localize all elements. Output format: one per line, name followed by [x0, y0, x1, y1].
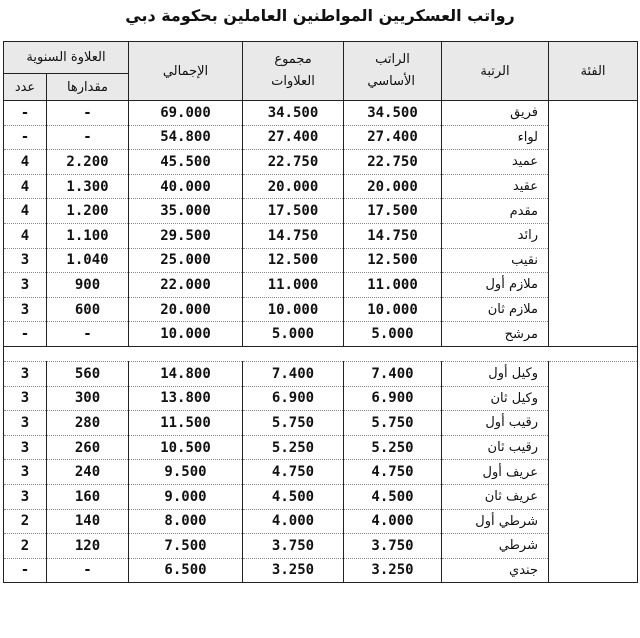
allowances-cell: 5.750	[243, 411, 344, 436]
table-row	[4, 125, 638, 150]
allowances-cell: 22.750	[243, 150, 344, 175]
section-divider	[4, 346, 638, 361]
raise-count-cell: 3	[4, 361, 47, 386]
allowances-cell: 11.000	[243, 273, 344, 298]
total-cell: 40.000	[129, 174, 243, 199]
raise-count-cell: 3	[4, 435, 47, 460]
basic-salary-header: الراتب الأساسي	[344, 42, 442, 101]
basic-salary-cell: 5.000	[344, 322, 442, 347]
raise-count-cell: 4	[4, 150, 47, 175]
raise-amount-cell: 300	[47, 386, 129, 411]
rank-cell: رقيب أول	[442, 411, 549, 436]
raise-count-cell: 2	[4, 534, 47, 559]
rank-cell: نقيب	[442, 248, 549, 273]
total-cell: 6.500	[129, 558, 243, 583]
table-row	[4, 248, 638, 273]
total-cell: 35.000	[129, 199, 243, 224]
raise-count-cell: 3	[4, 411, 47, 436]
rank-cell: وكيل ثان	[442, 386, 549, 411]
rank-cell: عريف ثان	[442, 484, 549, 509]
raise-amount-cell: 1.200	[47, 199, 129, 224]
total-cell: 8.000	[129, 509, 243, 534]
basic-salary-cell: 4.000	[344, 509, 442, 534]
total-cell: 45.500	[129, 150, 243, 175]
table-row	[4, 484, 638, 509]
raise-count-header: عدد	[4, 74, 47, 101]
raise-amount-cell: 1.300	[47, 174, 129, 199]
table-row	[4, 322, 638, 347]
table-row	[4, 223, 638, 248]
raise-amount-cell: 1.040	[47, 248, 129, 273]
rank-cell: جندي	[442, 558, 549, 583]
raise-amount-header: مقدارها	[47, 74, 129, 101]
raise-count-cell: 3	[4, 460, 47, 485]
category-cell	[549, 101, 638, 347]
table-row	[4, 297, 638, 322]
table-row	[4, 558, 638, 583]
total-cell: 14.800	[129, 361, 243, 386]
basic-salary-cell: 22.750	[344, 150, 442, 175]
raise-amount-cell: 120	[47, 534, 129, 559]
total-cell: 9.000	[129, 484, 243, 509]
raise-amount-cell: 1.100	[47, 223, 129, 248]
raise-count-cell: 3	[4, 297, 47, 322]
page-title: رواتب العسكريين المواطنين العاملين بحكومة دبي	[125, 6, 515, 25]
basic-salary-cell: 14.750	[344, 223, 442, 248]
raise-amount-cell: -	[47, 558, 129, 583]
allowances-cell: 5.250	[243, 435, 344, 460]
table-row	[4, 101, 638, 126]
officers-section	[4, 101, 638, 347]
basic-salary-cell: 6.900	[344, 386, 442, 411]
raise-count-cell: -	[4, 101, 47, 126]
basic-salary-cell: 17.500	[344, 199, 442, 224]
basic-salary-cell: 4.500	[344, 484, 442, 509]
allowances-cell: 7.400	[243, 361, 344, 386]
allowances-cell: 14.750	[243, 223, 344, 248]
allowances-cell: 17.500	[243, 199, 344, 224]
raise-amount-cell: 600	[47, 297, 129, 322]
allowances-cell: 27.400	[243, 125, 344, 150]
raise-amount-cell: 140	[47, 509, 129, 534]
rank-cell: ملازم أول	[442, 273, 549, 298]
raise-count-cell: 4	[4, 174, 47, 199]
total-cell: 54.800	[129, 125, 243, 150]
raise-count-cell: 4	[4, 199, 47, 224]
raise-amount-cell: 240	[47, 460, 129, 485]
rank-cell: عميد	[442, 150, 549, 175]
basic-salary-cell: 5.250	[344, 435, 442, 460]
basic-salary-cell: 11.000	[344, 273, 442, 298]
table-row	[4, 411, 638, 436]
rank-cell: عقيد	[442, 174, 549, 199]
total-cell: 69.000	[129, 101, 243, 126]
raise-count-cell: -	[4, 558, 47, 583]
basic-salary-cell: 3.250	[344, 558, 442, 583]
total-cell: 10.500	[129, 435, 243, 460]
raise-count-cell: 3	[4, 248, 47, 273]
table-row	[4, 460, 638, 485]
raise-count-cell: 4	[4, 223, 47, 248]
raise-amount-cell: 560	[47, 361, 129, 386]
total-cell: 29.500	[129, 223, 243, 248]
allowances-cell: 6.900	[243, 386, 344, 411]
rank-cell: مرشح	[442, 322, 549, 347]
allowances-cell: 5.000	[243, 322, 344, 347]
rank-header: الرتبة	[442, 42, 549, 101]
rank-cell: رائد	[442, 223, 549, 248]
basic-salary-cell: 7.400	[344, 361, 442, 386]
raise-amount-cell: -	[47, 125, 129, 150]
total-cell: 7.500	[129, 534, 243, 559]
raise-amount-cell: 2.200	[47, 150, 129, 175]
raise-count-cell: 3	[4, 273, 47, 298]
basic-salary-cell: 3.750	[344, 534, 442, 559]
raise-count-cell: 2	[4, 509, 47, 534]
basic-salary-cell: 5.750	[344, 411, 442, 436]
category-header: الفئة	[549, 42, 638, 101]
allowances-cell: 20.000	[243, 174, 344, 199]
annual-raise-header: العلاوة السنوية	[4, 42, 129, 74]
total-cell: 11.500	[129, 411, 243, 436]
category-cell	[549, 361, 638, 582]
raise-count-cell: 3	[4, 386, 47, 411]
basic-salary-cell: 10.000	[344, 297, 442, 322]
basic-salary-cell: 4.750	[344, 460, 442, 485]
allowances-cell: 34.500	[243, 101, 344, 126]
table-row	[4, 199, 638, 224]
rank-cell: لواء	[442, 125, 549, 150]
salary-table	[3, 41, 638, 583]
total-cell: 20.000	[129, 297, 243, 322]
raise-count-cell: -	[4, 125, 47, 150]
rank-cell: فريق	[442, 101, 549, 126]
rank-cell: ملازم ثان	[442, 297, 549, 322]
rank-cell: وكيل أول	[442, 361, 549, 386]
table-row	[4, 509, 638, 534]
raise-amount-cell: -	[47, 322, 129, 347]
total-cell: 10.000	[129, 322, 243, 347]
table-row	[4, 361, 638, 386]
total-cell: 25.000	[129, 248, 243, 273]
total-cell: 9.500	[129, 460, 243, 485]
table-row	[4, 435, 638, 460]
raise-amount-cell: 280	[47, 411, 129, 436]
basic-salary-cell: 12.500	[344, 248, 442, 273]
allowances-cell: 4.500	[243, 484, 344, 509]
raise-amount-cell: 260	[47, 435, 129, 460]
basic-salary-cell: 20.000	[344, 174, 442, 199]
total-allowances-header: مجموع العلاوات	[243, 42, 344, 101]
allowances-cell: 3.250	[243, 558, 344, 583]
rank-cell: رقيب ثان	[442, 435, 549, 460]
raise-amount-cell: -	[47, 101, 129, 126]
raise-count-cell: -	[4, 322, 47, 347]
rank-cell: شرطي	[442, 534, 549, 559]
raise-amount-cell: 900	[47, 273, 129, 298]
allowances-cell: 12.500	[243, 248, 344, 273]
allowances-cell: 3.750	[243, 534, 344, 559]
table-row	[4, 150, 638, 175]
allowances-cell: 10.000	[243, 297, 344, 322]
table-row	[4, 174, 638, 199]
rank-cell: شرطي أول	[442, 509, 549, 534]
raise-amount-cell: 160	[47, 484, 129, 509]
basic-salary-cell: 27.400	[344, 125, 442, 150]
enlisted-section	[4, 361, 638, 582]
table-row	[4, 534, 638, 559]
total-cell: 22.000	[129, 273, 243, 298]
rank-cell: عريف أول	[442, 460, 549, 485]
rank-cell: مقدم	[442, 199, 549, 224]
basic-salary-cell: 34.500	[344, 101, 442, 126]
allowances-cell: 4.750	[243, 460, 344, 485]
total-header: الإجمالي	[129, 42, 243, 101]
table-row	[4, 273, 638, 298]
total-cell: 13.800	[129, 386, 243, 411]
table-row	[4, 386, 638, 411]
allowances-cell: 4.000	[243, 509, 344, 534]
raise-count-cell: 3	[4, 484, 47, 509]
